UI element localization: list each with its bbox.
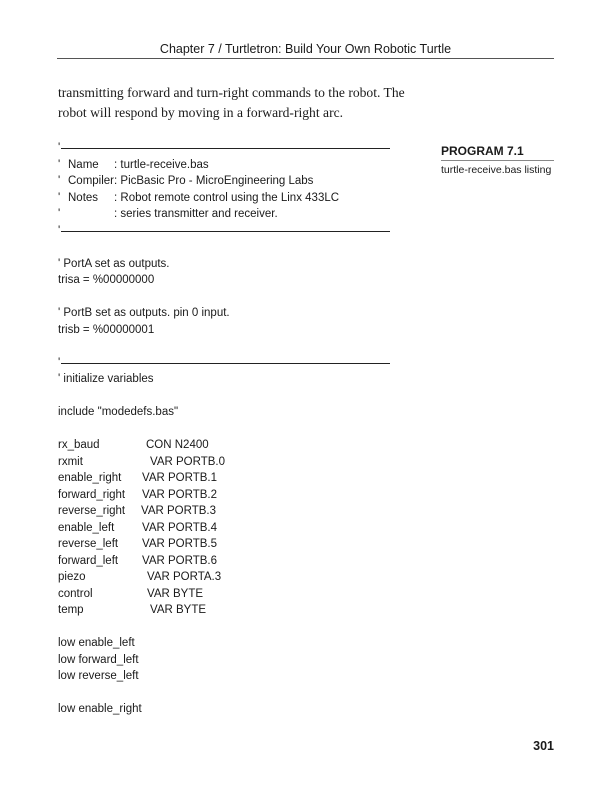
header-comment-line: ' Compiler: PicBasic Pro - MicroEngineering Labs <box>58 175 314 187</box>
var-declaration: rxmit VAR PORTB.0 <box>58 455 225 468</box>
header-comment-line: ' Notes : Robot remote control using the Linx 433LC <box>58 191 340 204</box>
code-statement: trisa = %00000000 <box>58 274 155 286</box>
var-declaration: temp VAR BYTE <box>58 604 207 616</box>
code-statement: include "modedefs.bas" <box>58 406 179 418</box>
var-declaration: enable_left VAR PORTB.4 <box>58 521 217 534</box>
header-comment-line: ' Name : turtle-receive.bas <box>58 158 209 171</box>
var-declaration: reverse_left VAR PORTB.5 <box>58 538 217 550</box>
code-comment: ' initialize variables <box>58 373 154 385</box>
code-comment: ' PortA set as outputs. <box>58 257 170 270</box>
var-declaration: rx_baud CON N2400 <box>58 439 209 451</box>
var-declaration: enable_right VAR PORTB.1 <box>58 472 217 484</box>
code-statement: low enable_right <box>58 703 142 715</box>
code-comment: ' PortB set as outputs. pin 0 input. <box>58 307 230 319</box>
intro-line-1: transmitting forward and turn-right commands to the robot. The <box>58 85 405 100</box>
code-statement: trisb = %00000001 <box>58 323 155 336</box>
var-declaration: forward_right VAR PORTB.2 <box>58 488 217 501</box>
comment-rule: ' <box>58 223 398 240</box>
var-declaration: control VAR BYTE <box>58 587 204 600</box>
intro-line-2: robot will respond by moving in a forward-right arc. <box>58 105 344 120</box>
code-statement: low enable_left <box>58 637 135 649</box>
code-listing <box>58 140 398 718</box>
running-header: Chapter 7 / Turtletron: Build Your Own Robotic Turtle <box>159 42 452 56</box>
var-declaration: reverse_right VAR PORTB.3 <box>58 505 216 517</box>
header-divider <box>57 58 554 59</box>
code-statement: low forward_left <box>58 653 139 666</box>
program-label-divider <box>441 160 554 161</box>
program-label: PROGRAM 7.1 <box>441 144 524 158</box>
var-declaration: forward_left VAR PORTB.6 <box>58 554 217 567</box>
var-declaration: piezo VAR PORTA.3 <box>58 571 222 583</box>
program-caption: turtle-receive.bas listing <box>441 164 552 176</box>
intro-paragraph <box>58 83 438 123</box>
comment-rule: ' <box>58 140 398 157</box>
comment-rule: ' <box>58 355 398 372</box>
header-comment-line: ' : series transmitter and receiver. <box>58 208 278 220</box>
page-number: 301 <box>533 739 554 753</box>
code-statement: low reverse_left <box>58 670 139 682</box>
